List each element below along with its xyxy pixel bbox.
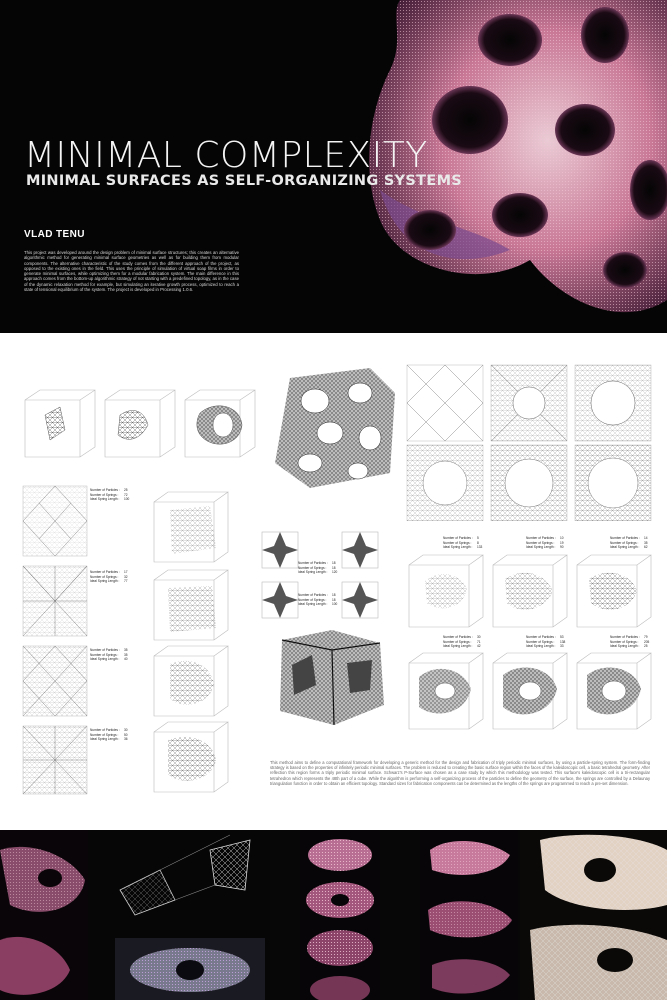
label-springs: Number of Springs : <box>90 492 119 497</box>
photo-pale-modules <box>520 830 667 1000</box>
value-spring-length: 42 <box>477 644 481 648</box>
stats-block-right-6 <box>610 635 649 649</box>
label-springs: Number of Springs : <box>526 639 555 644</box>
label-particles: Number of Particles : <box>610 536 640 540</box>
photo-strip <box>0 830 667 1000</box>
value-particles: 10 <box>560 536 564 540</box>
value-particles: 53 <box>560 635 564 639</box>
stats-block-center-2 <box>298 593 337 607</box>
value-particles: 79 <box>644 635 648 639</box>
value-springs: 50 <box>124 732 128 737</box>
abstract-text: This project was developed around the design problem of minimal surface structures; this creates an alternative algorithmic method for generating minimal surface geometries as well as for building them from modular components. The alternative characteristic of the study comes from the different approach of the project, as opposed to the existing ones in the field. This uses the principle of simulation of virtual soap films in order to generate minimal surfaces, while optimizing them for a modular fabrication system. The main difference in this approach comes from the bottom-up algorithmic strategy of not starting with a predefined topology, as in the case of the dynamic relaxation method for example, but simulating an iterative growth process, optimized to reach a state of tensional equilibrium of the system. The project is developed in Processing 1.0.6. <box>24 250 239 293</box>
stats-block-right-5 <box>526 635 565 649</box>
stats-block-right-4 <box>443 635 481 649</box>
periodic-mesh-grid <box>405 363 655 521</box>
stats-block-right-2 <box>526 536 564 550</box>
value-particles: 25 <box>124 488 128 492</box>
fabricated-models-collage <box>0 830 667 1000</box>
label-springs: Number of Springs : <box>298 565 327 570</box>
value-springs: 8 <box>477 540 479 545</box>
label-spring-length: Ideal Spring Length : <box>298 602 328 606</box>
kaleidoscopic-cell-tilings <box>22 485 88 795</box>
value-particles: 14 <box>644 536 648 540</box>
cube-mesh-column <box>150 488 232 798</box>
value-springs: 72 <box>124 492 128 497</box>
value-spring-length: 77 <box>124 579 128 583</box>
label-springs: Number of Springs : <box>298 597 327 602</box>
label-springs: Number of Springs : <box>526 540 555 545</box>
growth-sequence-cubes <box>20 385 260 467</box>
assembled-module-surface <box>272 625 390 729</box>
label-springs: Number of Springs : <box>90 652 119 657</box>
value-spring-length: 120 <box>332 570 338 574</box>
poster-title: MINIMAL COMPLEXITY <box>24 135 428 176</box>
diagram-section <box>0 333 667 830</box>
stats-block-center-1 <box>298 561 337 575</box>
label-particles: Number of Particles : <box>90 488 120 492</box>
label-springs: Number of Springs : <box>90 574 119 579</box>
value-spring-length: 90 <box>560 545 564 549</box>
label-springs: Number of Springs : <box>610 540 639 545</box>
label-particles: Number of Particles : <box>90 648 120 652</box>
value-particles: 30 <box>477 635 481 639</box>
label-spring-length: Ideal Spring Length : <box>443 644 473 648</box>
value-springs: 32 <box>124 574 128 579</box>
stats-block-left-1 <box>90 488 129 502</box>
label-particles: Number of Particles : <box>298 561 328 565</box>
value-springs: 71 <box>477 639 481 644</box>
value-particles: 18 <box>332 593 336 597</box>
label-springs: Number of Springs : <box>610 639 639 644</box>
photo-wire-panels <box>90 830 270 1000</box>
label-particles: Number of Particles : <box>526 536 556 540</box>
value-spring-length: 36 <box>124 737 128 741</box>
value-spring-length: 100 <box>124 497 130 501</box>
label-spring-length: Ideal Spring Length : <box>90 657 120 661</box>
label-particles: Number of Particles : <box>298 593 328 597</box>
value-spring-length: 25 <box>644 644 648 648</box>
value-particles: 17 <box>124 570 128 574</box>
label-springs: Number of Springs : <box>443 639 472 644</box>
stats-block-left-3 <box>90 648 128 662</box>
label-spring-length: Ideal Spring Length : <box>610 644 640 648</box>
value-particles: 35 <box>124 648 128 652</box>
value-spring-length: 33 <box>560 644 564 648</box>
value-spring-length: 100 <box>332 602 338 606</box>
stats-block-right-3 <box>610 536 648 550</box>
label-springs: Number of Springs : <box>443 540 472 545</box>
label-spring-length: Ideal Spring Length : <box>90 737 120 741</box>
photo-pink-modules <box>420 830 518 1000</box>
label-particles: Number of Particles : <box>443 635 473 639</box>
value-springs: 35 <box>644 540 648 545</box>
label-spring-length: Ideal Spring Length : <box>610 545 640 549</box>
author-name: VLAD TENU <box>24 229 85 240</box>
schwarz-p-surface-render <box>270 363 398 491</box>
value-springs: 18 <box>332 597 336 602</box>
stats-block-left-2 <box>90 570 128 584</box>
value-spring-length: 133 <box>477 545 483 549</box>
label-spring-length: Ideal Spring Length : <box>526 644 556 648</box>
growth-cubes-row-1 <box>405 551 655 633</box>
label-particles: Number of Particles : <box>443 536 473 540</box>
value-spring-length: 62 <box>644 545 648 549</box>
photo-pink-mesh-1 <box>0 830 88 1000</box>
value-particles: 30 <box>124 728 128 732</box>
value-springs: 19 <box>560 540 564 545</box>
value-spring-length: 40 <box>124 657 128 661</box>
stats-block-left-4 <box>90 728 128 742</box>
header-band <box>0 0 667 333</box>
poster-subtitle: MINIMAL SURFACES AS SELF-ORGANIZING SYSTEMS <box>26 173 463 189</box>
photo-stacked-modules <box>300 830 380 1000</box>
label-spring-length: Ideal Spring Length : <box>298 570 328 574</box>
value-springs: 18 <box>332 565 336 570</box>
label-springs: Number of Springs : <box>90 732 119 737</box>
label-spring-length: Ideal Spring Length : <box>90 579 120 583</box>
value-springs: 138 <box>560 639 566 644</box>
methodology-description: This method aims to define a computational framework for developing a generic method for the design and fabrication of triply periodic minimal surfaces, by using a particle-spring system. The form-finding strategy is based on the properties of infinitely periodic minimal surfaces. The problem is reduced to creating the basic surface region within the faces of the kaleidoscopic cell, a basic tetrahedral geometry. After reflection this region forms a triply periodic minimal surface. Schwarz's P-Surface was chosen as a case study by which this methodology was tested. This surface's kaleidoscopic cell is a tri-rectangular tetrahedron which represents the 48th part of a cube. While the algorithm is performing a self-organizing process of the particles to define the geometry of the surface, the springs are controlled by a Delaunay triangulation function in order to obtain an efficient topology. Standard sizes for fabrication components can be determined as the lengths of the springs are programmed to reach a pre-set dimension. <box>270 760 650 786</box>
value-particles: 5 <box>477 536 479 540</box>
value-springs: 35 <box>124 652 128 657</box>
label-spring-length: Ideal Spring Length : <box>526 545 556 549</box>
label-spring-length: Ideal Spring Length : <box>443 545 473 549</box>
label-particles: Number of Particles : <box>526 635 556 639</box>
stats-block-right-1 <box>443 536 482 550</box>
label-spring-length: Ideal Spring Length : <box>90 497 120 501</box>
label-particles: Number of Particles : <box>610 635 640 639</box>
value-particles: 18 <box>332 561 336 565</box>
label-particles: Number of Particles : <box>90 728 120 732</box>
growth-cubes-row-2 <box>405 649 655 735</box>
label-particles: Number of Particles : <box>90 570 120 574</box>
star-mesh-quad <box>258 528 388 624</box>
value-springs: 205 <box>644 639 650 644</box>
